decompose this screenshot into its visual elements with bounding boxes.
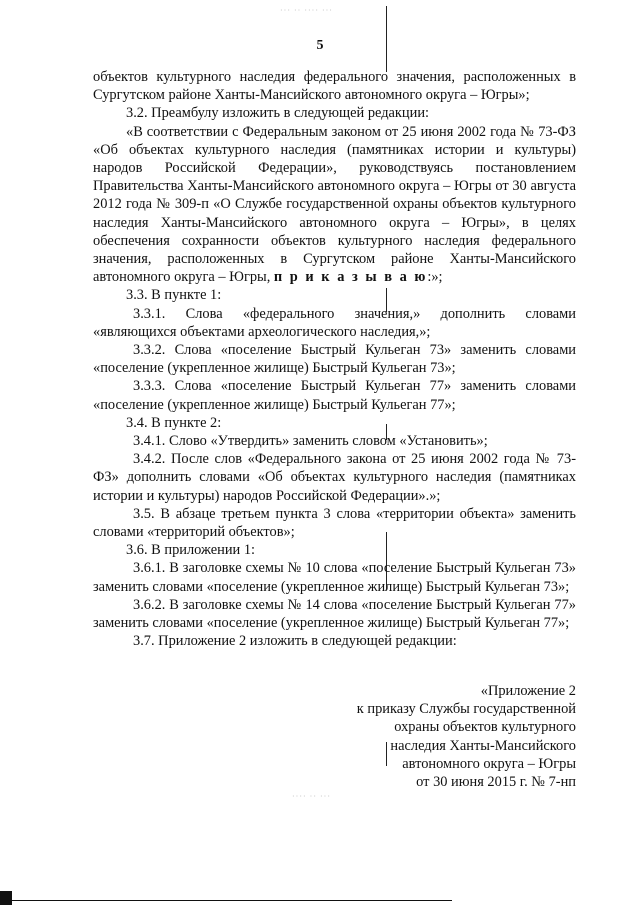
paragraph: 3.3.1. Слова «федерального значения,» дополнить словами «являющихся объектами археологического наследия,»; bbox=[93, 305, 576, 340]
scan-artifact-line bbox=[386, 6, 387, 72]
preamble-text: «В соответствии с Федеральным законом от 25 июня 2002 года № 73-ФЗ «Об объектах культурного наследия (памятниках истории и культуры) народов Российской Федерации», руководствуясь постановлением Правительства Ханты-Мансийского автономного округа – Югры от 30 августа 2012 года № 309-п «О Службе государственной охраны объектов культурного наследия Ханты-Мансийского автономного округа – Югры», в целях обеспечения сохранности объектов культурного наследия федерального значения, расположенных в Сургутском районе Ханты-Мансийского автономного округа – Югры, bbox=[93, 123, 576, 286]
preamble-paragraph bbox=[93, 123, 576, 287]
scan-edge-line bbox=[12, 900, 452, 901]
appendix-line: к приказу Службы государственной bbox=[356, 701, 576, 718]
paragraph: 3.4.2. После слов «Федерального закона от 25 июня 2002 года № 73-ФЗ» дополнить словами «Об объектах культурного наследия (памятниках истории и культуры) народов Российской Федерации».»; bbox=[93, 451, 576, 504]
appendix-line: от 30 июня 2015 г. № 7-нп bbox=[416, 774, 576, 791]
appendix-header bbox=[296, 682, 576, 791]
paragraph: 3.6. В приложении 1: bbox=[126, 542, 256, 559]
appendix-line: охраны объектов культурного bbox=[394, 719, 576, 736]
paragraph: 3.7. Приложение 2 изложить в следующей редакции: bbox=[133, 633, 457, 650]
paragraph: 3.6.1. В заголовке схемы № 10 слова «поселение Быстрый Кульеган 73» заменить словами «поселение (укрепленное жилище) Быстрый Кульеган 73»; bbox=[93, 560, 576, 595]
paragraph: объектов культурного наследия федерального значения, расположенных в Сургутском районе Ханты-Мансийского автономного округа – Югры»; bbox=[93, 69, 576, 104]
scan-edge-mark bbox=[0, 891, 12, 905]
appendix-line: автономного округа – Югры bbox=[402, 755, 576, 772]
document-body bbox=[93, 68, 576, 651]
paragraph: 3.5. В абзаце третьем пункта 3 слова «территории объекта» заменить словами «территорий объектов»; bbox=[93, 505, 576, 541]
scan-header-marks: ··· ·· ···· ··· bbox=[280, 6, 333, 15]
paragraph: 3.4. В пункте 2: bbox=[126, 414, 222, 431]
page-number: 5 bbox=[316, 38, 324, 53]
paragraph: 3.3.3. Слова «поселение Быстрый Кульеган 77» заменить словами «поселение (укрепленное жилище) Быстрый Кульеган 77»; bbox=[93, 378, 576, 413]
paragraph: 3.6.2. В заголовке схемы № 14 слова «поселение Быстрый Кульеган 77» заменить словами «поселение (укрепленное жилище) Быстрый Кульеган 77»; bbox=[93, 596, 576, 632]
scan-stamp-marks: ···· ·· ··· bbox=[292, 792, 331, 801]
appendix-line: «Приложение 2 bbox=[480, 683, 576, 699]
paragraph: 3.3. В пункте 1: bbox=[126, 287, 222, 304]
paragraph: 3.4.1. Слово «Утвердить» заменить словом «Установить»; bbox=[133, 433, 488, 450]
appendix-line: наследия Ханты-Мансийского bbox=[390, 737, 576, 754]
order-tail: :»; bbox=[427, 269, 443, 286]
order-word: п р и к а з ы в а ю bbox=[273, 269, 428, 286]
paragraph: 3.2. Преамбулу изложить в следующей редакции: bbox=[126, 105, 430, 122]
paragraph: 3.3.2. Слова «поселение Быстрый Кульеган 73» заменить словами «поселение (укрепленное жилище) Быстрый Кульеган 73»; bbox=[93, 342, 576, 377]
